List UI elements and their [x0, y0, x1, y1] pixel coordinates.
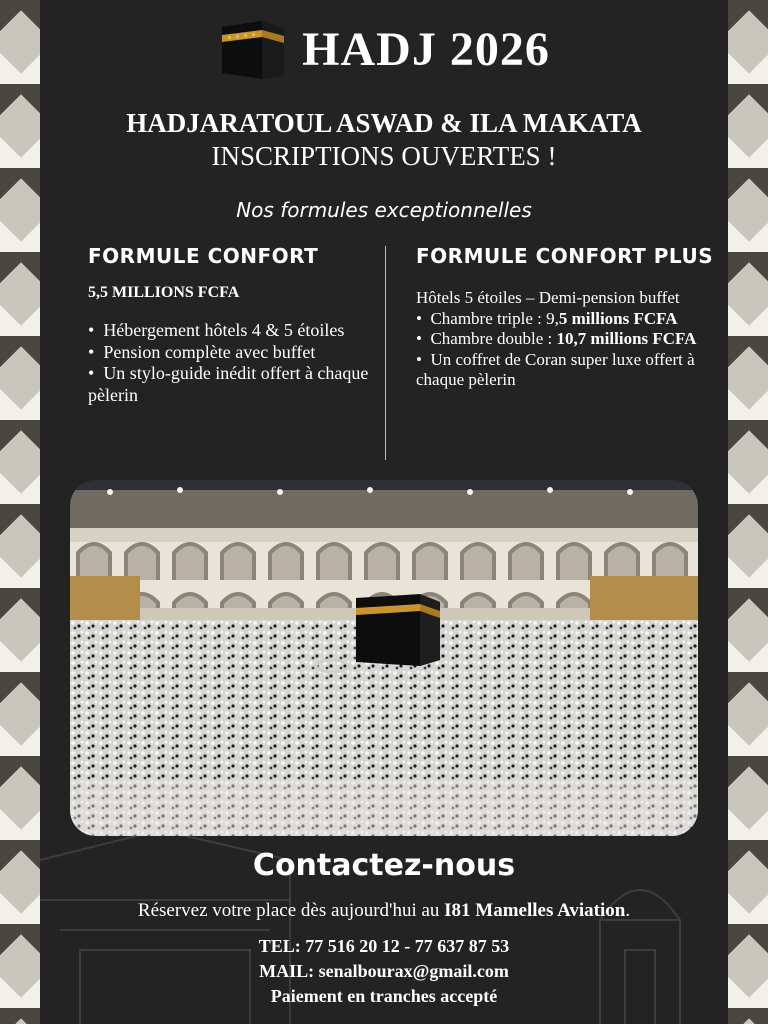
- decorative-side-pattern-right: [728, 0, 768, 1024]
- formule-confort-title: FORMULE CONFORT: [88, 244, 319, 268]
- decorative-side-pattern-left: [0, 0, 42, 1024]
- formule-confort-plus-hotel: Hôtels 5 étoiles – Demi-pension buffet: [416, 288, 680, 307]
- list-item: • Un coffret de Coran super luxe offert à chaque pèlerin: [416, 349, 695, 389]
- list-item: • Pension complète avec buffet: [88, 341, 316, 362]
- column-divider: [385, 246, 386, 460]
- formule-confort-list: [88, 320, 378, 406]
- subtitle-line-2: INSCRIPTIONS OUVERTES !: [211, 141, 557, 171]
- formule-confort-price: 5,5 MILLIONS FCFA: [88, 284, 240, 301]
- kaaba-icon: [218, 17, 288, 81]
- poster-title: HADJ 2026: [302, 22, 550, 76]
- contact-title: Contactez-nous: [252, 848, 516, 883]
- payment-note: Paiement en tranches accepté: [270, 986, 498, 1006]
- formule-confort-plus-title: FORMULE CONFORT PLUS: [416, 244, 714, 268]
- subtitle-line-1: HADJARATOUL ASWAD & ILA MAKATA: [126, 108, 642, 138]
- list-item: • Chambre triple : 9,5 millions FCFA: [416, 308, 678, 328]
- header: [40, 14, 728, 84]
- list-item: • Chambre double : 10,7 millions FCFA: [416, 329, 697, 348]
- reserve-text: Réservez votre place dès aujourd'hui au I81 Mamelles Aviation.: [137, 900, 631, 921]
- masjid-al-haram-photo: [70, 480, 698, 836]
- list-item: • Un stylo-guide inédit offert à chaque pèlerin: [88, 363, 369, 405]
- formule-confort: [88, 244, 378, 406]
- formule-confort-plus: [416, 244, 716, 391]
- list-item: • Hébergement hôtels 4 & 5 étoiles: [88, 320, 345, 340]
- contact-phone: TEL: 77 516 20 12 - 77 637 87 53: [258, 936, 510, 956]
- poster: [40, 0, 728, 1024]
- formules-heading: Nos formules exceptionnelles: [236, 198, 532, 222]
- company-name: I81 Mamelles Aviation: [444, 900, 626, 921]
- formule-confort-plus-list: [416, 309, 716, 391]
- contact-email: MAIL: senalbourax@gmail.com: [259, 961, 509, 981]
